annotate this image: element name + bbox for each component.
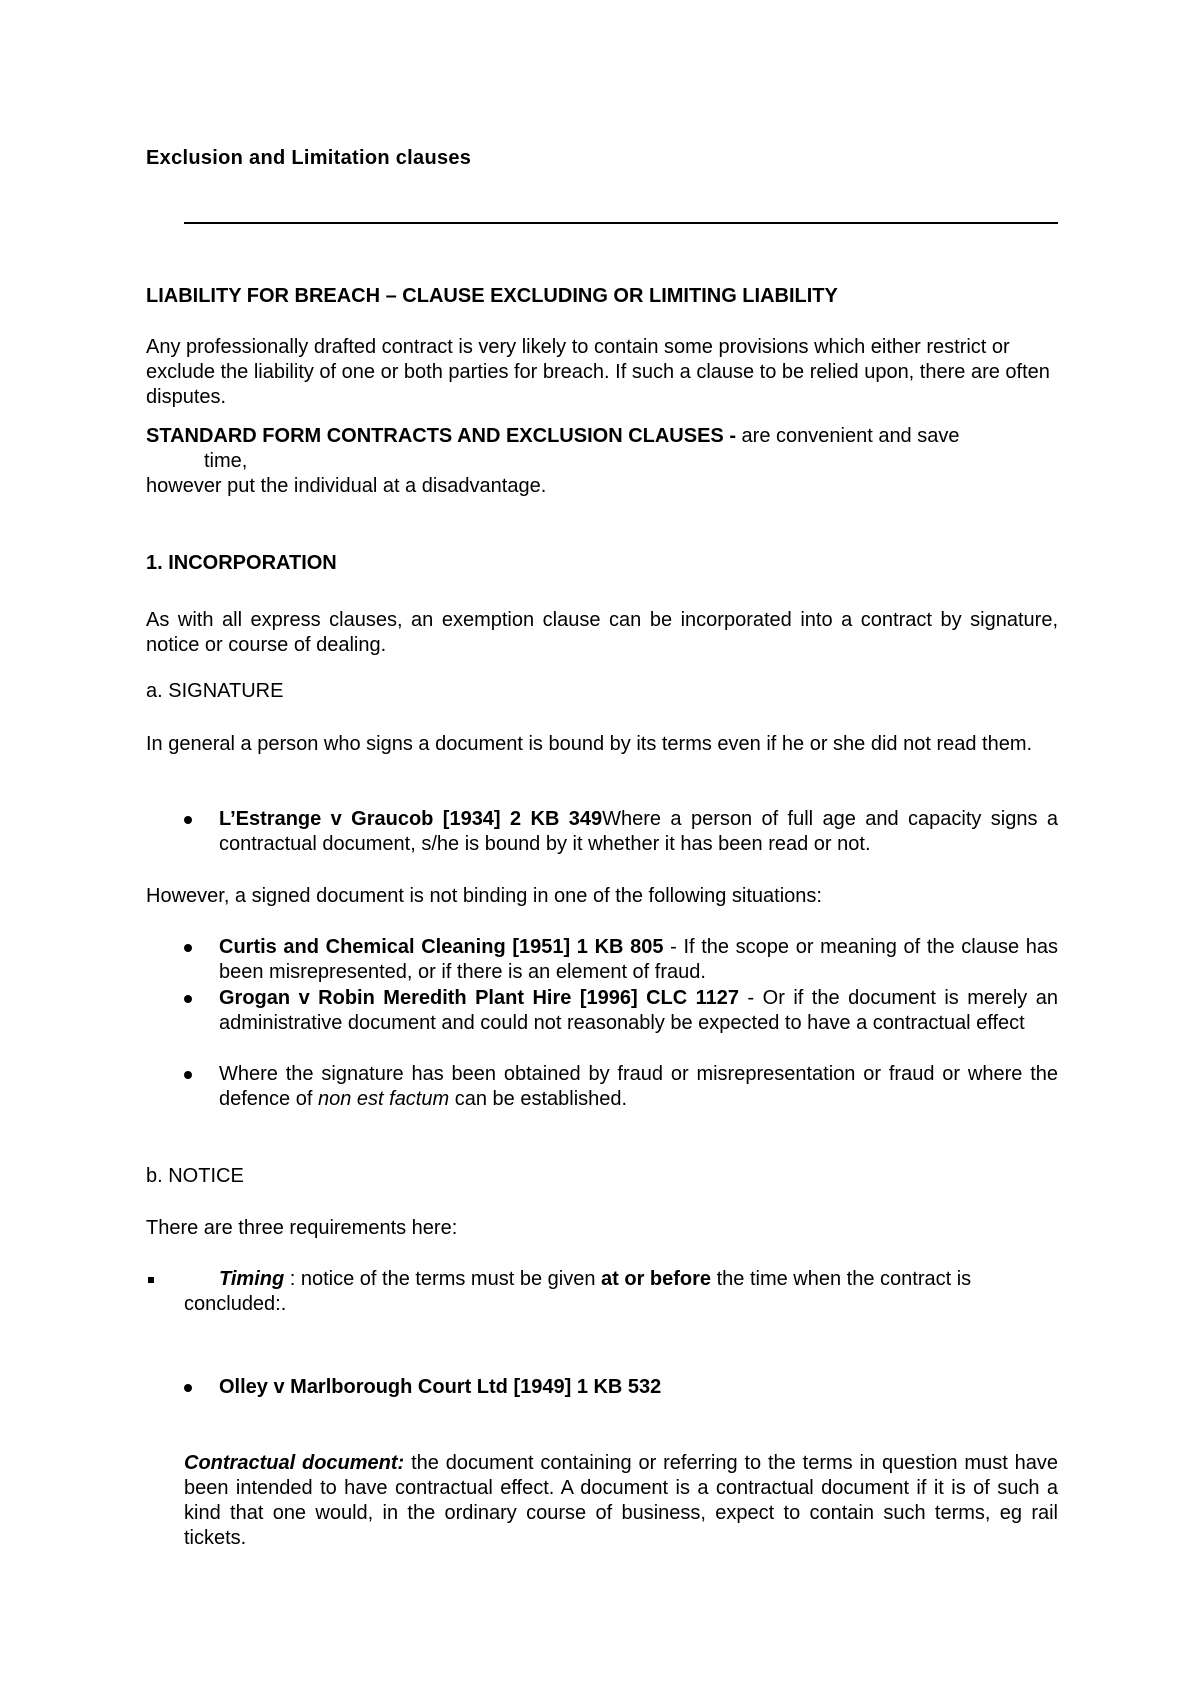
list-item	[146, 1375, 1058, 1401]
case-grogan-text: - Or if the document is merely an administrative document and could not reasonably be expected to have a contractual effect	[219, 987, 1058, 1034]
list-item	[146, 935, 1058, 987]
standard-form-rest: are convenient and save	[736, 425, 960, 447]
fraud-text-1: Where the signature has been obtained by fraud or misrepresentation or fraud or where the defence of	[219, 1063, 1058, 1110]
standard-form-time: time,	[204, 450, 248, 472]
subheading-notice: b. NOTICE	[146, 1165, 244, 1187]
bullet-icon	[184, 816, 192, 824]
subheading-signature: a. SIGNATURE	[146, 680, 284, 702]
case-olley: Olley v Marlborough Court Ltd [1949] 1 KB 532	[219, 1376, 662, 1398]
timing-text-2: the time when the contract is	[711, 1268, 972, 1290]
horizontal-rule	[184, 222, 1058, 224]
bullet-icon	[184, 944, 192, 952]
timing-line2: concluded:.	[184, 1293, 287, 1315]
contractual-text: the document containing or referring to the terms in question must have been intended to have contractual effect. A document is a contractual document if it is of such a kind that one would, in the ordinary course of business, expect to contain such terms, eg rail tickets.	[184, 1452, 1058, 1549]
list-item	[146, 807, 1058, 859]
signature-paragraph: In general a person who signs a document is bound by its terms even if he or she did not read them.	[146, 733, 1033, 755]
heading-liability: LIABILITY FOR BREACH – CLAUSE EXCLUDING OR LIMITING LIABILITY	[146, 285, 838, 307]
list-item	[146, 1062, 1058, 1114]
case-lestrange-text: Where a person of full age and capacity signs a contractual document, s/he is bound by it whether it has been read or not.	[219, 808, 1058, 855]
timing-text-1: : notice of the terms must be given	[284, 1268, 602, 1290]
bullet-icon	[184, 1384, 192, 1392]
section-1-intro: As with all express clauses, an exemption clause can be incorporated into a contract by signature, notice or course of dealing.	[146, 609, 1058, 656]
contractual-label: Contractual document:	[184, 1452, 405, 1474]
fraud-italic: non est factum	[317, 1088, 450, 1110]
contractual-document-paragraph	[184, 1451, 1058, 1551]
case-curtis-text: - If the scope or meaning of the clause has been misrepresented, or if there is an element of fraud.	[219, 936, 1058, 983]
section-1-heading: 1. INCORPORATION	[146, 552, 337, 574]
standard-form-heading: STANDARD FORM CONTRACTS AND EXCLUSION CLAUSES -	[146, 425, 736, 447]
timing-label: Timing	[219, 1268, 285, 1290]
list-item	[146, 1267, 1058, 1319]
bullet-icon	[184, 1071, 192, 1079]
fraud-text-2: can be established.	[449, 1088, 628, 1110]
bullet-icon	[184, 995, 192, 1003]
standard-form-line3: however put the individual at a disadvantage.	[146, 475, 547, 497]
square-bullet-icon	[148, 1277, 154, 1283]
document-title: Exclusion and Limitation clauses	[146, 147, 472, 169]
list-item	[146, 986, 1058, 1064]
case-curtis: Curtis and Chemical Cleaning [1951] 1 KB 805	[219, 936, 664, 958]
three-requirements: There are three requirements here:	[146, 1217, 458, 1239]
standard-form-paragraph	[146, 424, 1058, 449]
case-lestrange: L’Estrange v Graucob [1934] 2 KB 349	[219, 808, 603, 830]
however-paragraph: However, a signed document is not binding in one of the following situations:	[146, 885, 822, 907]
intro-paragraph: Any professionally drafted contract is very likely to contain some provisions which either restrict or exclude the liability of one or both parties for breach. If such a clause to be relied upon, there are often disputes.	[146, 336, 1050, 408]
case-grogan: Grogan v Robin Meredith Plant Hire [1996] CLC 1127	[219, 987, 740, 1009]
timing-bold: at or before	[601, 1268, 712, 1290]
